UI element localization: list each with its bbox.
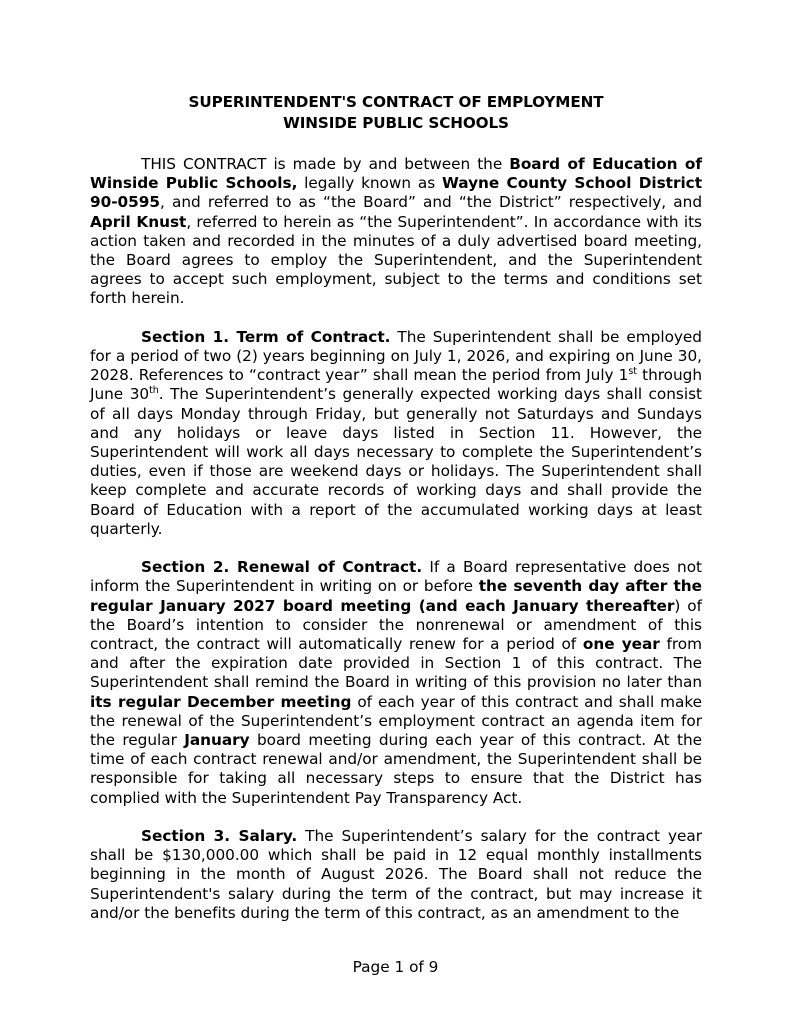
body-text-block (90, 155, 702, 923)
section-2-text-3: from and after the expiration date provided in Section 1 of this contract. The Superintendent shall remind the Board in writing of this provision no later than (90, 635, 702, 692)
section-3-text-1: The Superintendent’s salary for the contract year shall be $130,000.00 which shall be paid in 12 equal monthly installments beginning in the month of August 2026. The Board shall not reduce the Superintendent's salary during the term of the contract, but may increase it and/or the benefits during the term of this contract, as an amendment to the (90, 827, 703, 922)
section-1-text-3: . The Superintendent’s generally expected working days shall consist of all days Monday through Friday, but generally not Saturdays and Sundays and any holidays or leave days listed in Section 11. However, the Superintendent will work all days necessary to complete the Superintendent’s duties, even if those are weekend days or holidays. The Superintendent shall keep complete and accurate records of working days and shall provide the Board of Education with a report of the accumulated working days at least quarterly. (90, 385, 702, 538)
title-line-2: WINSIDE PUBLIC SCHOOLS (283, 114, 509, 132)
section-2-bold-3: its regular December meeting (90, 692, 352, 711)
document-body (90, 0, 702, 923)
paragraph-section-3 (90, 827, 702, 923)
section-2-text-5: board meeting during each year of this contract. At the time of each contract renewal and/or amendment, the Superintendent shall be responsible for taking all necessary steps to ensure that the District has complied with the Superintendent Pay Transparency Act. (90, 731, 702, 807)
paragraph-intro (90, 155, 702, 309)
section-1-heading: Section 1. Term of Contract. (141, 327, 391, 346)
intro-text-2: legally known as (297, 174, 442, 193)
intro-text-3: , and referred to as “the Board” and “the District” respectively, and (160, 193, 702, 212)
section-2-text-4: of each year of this contract and shall make the renewal of the Superintendent’s employment contract an agenda item for the regular (90, 692, 702, 750)
page-footer: Page 1 of 9 (352, 958, 439, 976)
intro-bold-1: Board of Education of Winside Public Schools, (90, 155, 702, 193)
paragraph-section-1 (90, 328, 702, 539)
paragraph-section-2 (90, 558, 702, 808)
section-2-bold-4: January (184, 731, 250, 750)
intro-text-4: , referred to herein as “the Superintendent”. In accordance with its action taken and recorded in the minutes of a duly advertised board meeting, the Board agrees to employ the Superintendent, and the Superintendent agrees to accept such employment, subject to the terms and conditions set forth herein. (90, 212, 702, 308)
title-line-1: SUPERINTENDENT'S CONTRACT OF EMPLOYMENT (188, 93, 604, 111)
section-1-superscript-1: st (628, 366, 637, 378)
section-3-heading: Section 3. Salary. (141, 827, 298, 846)
intro-text-1: THIS CONTRACT is made by and between the (141, 155, 510, 173)
section-1-text-2: through June 30 (90, 366, 702, 404)
intro-bold-3: April Knust (90, 212, 187, 231)
section-1-superscript-2: th (149, 385, 159, 397)
page-title (90, 0, 702, 134)
section-2-bold-1: the seventh day after the regular January 2027 board meeting (and each January thereafter (90, 577, 702, 615)
section-2-text-2: ) of the Board’s intention to consider the nonrenewal or amendment of this contract, the contract will automatically renew for a period of (90, 596, 702, 654)
section-1-text-1: The Superintendent shall be employed for a period of two (2) years beginning on July 1, 2026, and expiring on June 30, 2028. References to “contract year” shall mean the period from July 1 (90, 327, 702, 385)
section-2-heading: Section 2. Renewal of Contract. (141, 558, 423, 577)
section-2-text-1: If a Board representative does not inform the Superintendent in writing on or before (90, 558, 702, 596)
section-2-bold-2: one year (582, 635, 660, 654)
intro-bold-2: Wayne County School District 90-0595 (90, 174, 702, 212)
